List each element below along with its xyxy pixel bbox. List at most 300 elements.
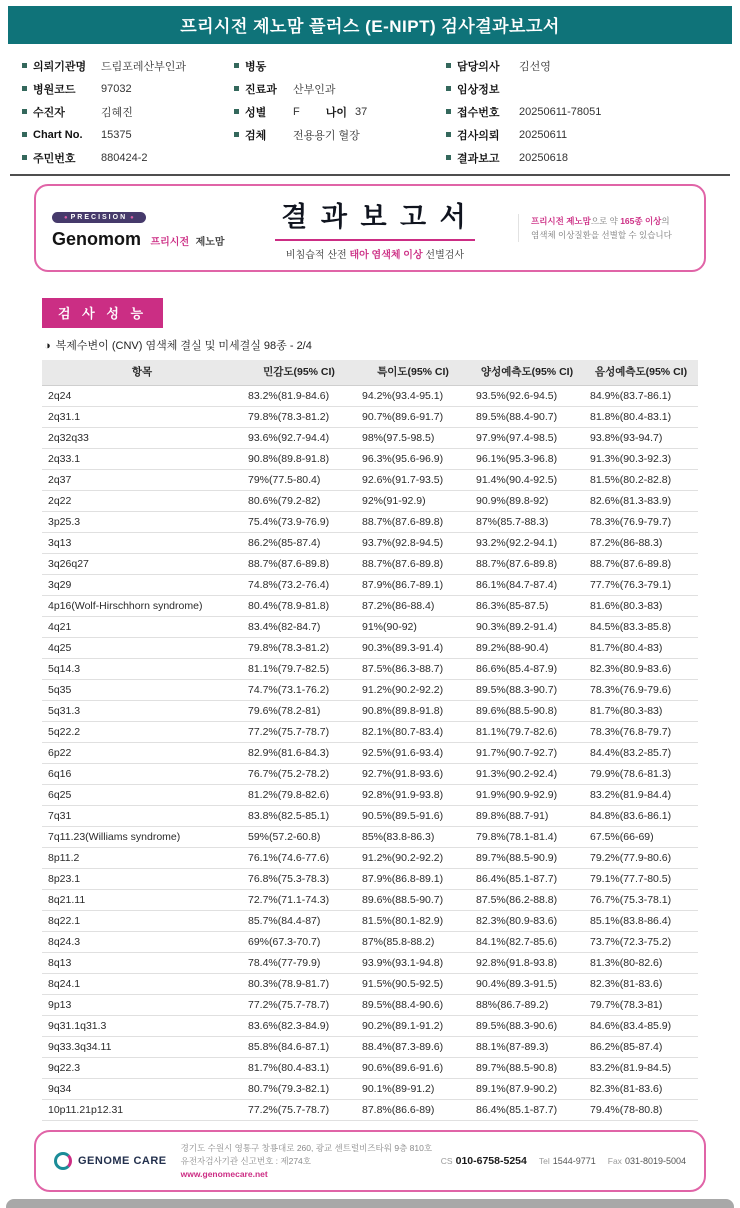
info-column-middle: [234, 54, 446, 169]
metric-cell: 91%(90-92): [356, 617, 470, 638]
metric-cell: 79%(77.5-80.4): [242, 470, 356, 491]
metric-cell: 90.2%(89.1-91.2): [356, 1016, 470, 1037]
metric-cell: 98%(97.5-98.5): [356, 428, 470, 449]
metric-cell: 72.7%(71.1-74.3): [242, 890, 356, 911]
metric-cell: 90.4%(89.3-91.5): [470, 974, 584, 995]
item-name-cell: 2q22: [42, 491, 242, 512]
metric-cell: 83.8%(82.5-85.1): [242, 806, 356, 827]
square-bullet-icon: [234, 63, 239, 68]
metric-cell: 86.2%(85-87.4): [584, 1037, 698, 1058]
square-bullet-icon: [234, 86, 239, 91]
metric-cell: 96.1%(95.3-96.8): [470, 449, 584, 470]
item-name-cell: 5q22.2: [42, 722, 242, 743]
metric-cell: 87.2%(86-88.4): [356, 596, 470, 617]
field-value: 97032: [101, 82, 132, 95]
metric-cell: 86.4%(85.1-87.7): [470, 1100, 584, 1121]
metric-cell: 87%(85.7-88.3): [470, 512, 584, 533]
item-name-cell: 4q25: [42, 638, 242, 659]
metric-cell: 83.4%(82-84.7): [242, 617, 356, 638]
metric-cell: 88.7%(87.6-89.8): [356, 512, 470, 533]
item-name-cell: 8q13: [42, 953, 242, 974]
metric-cell: 88%(86.7-89.2): [470, 995, 584, 1016]
metric-cell: 74.8%(73.2-76.4): [242, 575, 356, 596]
metric-cell: 83.6%(82.3-84.9): [242, 1016, 356, 1037]
item-name-cell: 8q24.1: [42, 974, 242, 995]
metric-cell: 92.5%(91.6-93.4): [356, 743, 470, 764]
note-text: 의: [661, 215, 670, 226]
field-label: 병원코드: [33, 83, 76, 96]
info-column-right: [446, 54, 718, 169]
metric-cell: 84.4%(83.2-85.7): [584, 743, 698, 764]
column-header: 특이도(95% CI): [356, 360, 470, 386]
table-row: [42, 995, 698, 1016]
metric-cell: 91.5%(90.5-92.5): [356, 974, 470, 995]
table-row: [42, 575, 698, 596]
metric-cell: 77.2%(75.7-78.7): [242, 1100, 356, 1121]
item-name-cell: 2q37: [42, 470, 242, 491]
field-label: 담당의사: [457, 60, 500, 73]
table-row: [42, 680, 698, 701]
table-row: [42, 764, 698, 785]
metric-cell: 90.3%(89.2-91.4): [470, 617, 584, 638]
field-value: 20250611: [519, 128, 568, 141]
metric-cell: 80.7%(79.3-82.1): [242, 1079, 356, 1100]
item-name-cell: 6q16: [42, 764, 242, 785]
field-patient-name: [22, 100, 234, 123]
metric-cell: 90.8%(89.8-91.8): [242, 449, 356, 470]
field-label: 결과보고: [457, 152, 500, 165]
metric-cell: 86.4%(85.1-87.7): [470, 869, 584, 890]
metric-cell: 79.4%(78-80.8): [584, 1100, 698, 1121]
contact-tel: [539, 1156, 596, 1166]
screening-note: [518, 214, 688, 242]
metric-cell: 81.2%(79.8-82.6): [242, 785, 356, 806]
metric-cell: 79.8%(78.3-81.2): [242, 407, 356, 428]
metric-cell: 87.9%(86.8-89.1): [356, 869, 470, 890]
item-name-cell: 9p13: [42, 995, 242, 1016]
contact-value: 1544-9771: [552, 1156, 596, 1167]
item-name-cell: 9q31.1q31.3: [42, 1016, 242, 1037]
field-label: 주민번호: [33, 152, 76, 165]
metric-cell: 89.6%(88.5-90.8): [470, 701, 584, 722]
table-row: [42, 617, 698, 638]
item-name-cell: 2q31.1: [42, 407, 242, 428]
metric-cell: 91.3%(90.2-92.4): [470, 764, 584, 785]
square-bullet-icon: [446, 86, 451, 91]
metric-cell: 82.6%(81.3-83.9): [584, 491, 698, 512]
metric-cell: 89.7%(88.5-90.9): [470, 848, 584, 869]
metric-cell: 87.5%(86.2-88.8): [470, 890, 584, 911]
metric-cell: 76.7%(75.3-78.1): [584, 890, 698, 911]
item-name-cell: 4q21: [42, 617, 242, 638]
genomecare-logo: [54, 1152, 167, 1170]
metric-cell: 87%(85.8-88.2): [356, 932, 470, 953]
metric-cell: 91.3%(90.3-92.3): [584, 449, 698, 470]
item-name-cell: 5q14.3: [42, 659, 242, 680]
metric-cell: 74.7%(73.1-76.2): [242, 680, 356, 701]
field-label: 검체: [245, 129, 267, 142]
metric-cell: 81.7%(80.4-83.1): [242, 1058, 356, 1079]
metric-cell: 87.8%(86.6-89): [356, 1100, 470, 1121]
field-requesting-institution: [22, 54, 234, 77]
table-row: [42, 1079, 698, 1100]
table-row: [42, 638, 698, 659]
metric-cell: 81.1%(79.7-82.6): [470, 722, 584, 743]
section-header-row: [42, 298, 698, 328]
metric-cell: 81.7%(80.3-83): [584, 701, 698, 722]
item-name-cell: 9q34: [42, 1079, 242, 1100]
metric-cell: 81.1%(79.7-82.5): [242, 659, 356, 680]
next-page-edge: [6, 1199, 734, 1208]
field-value: F: [293, 105, 300, 118]
item-name-cell: 8q24.3: [42, 932, 242, 953]
metric-cell: 81.3%(80-82.6): [584, 953, 698, 974]
metric-cell: 83.2%(81.9-84.4): [584, 785, 698, 806]
table-row: [42, 596, 698, 617]
item-name-cell: 10p11.21p12.31: [42, 1100, 242, 1121]
metric-cell: 90.6%(89.6-91.6): [356, 1058, 470, 1079]
metric-cell: 84.1%(82.7-85.6): [470, 932, 584, 953]
field-test-request-date: [446, 123, 718, 146]
table-row: [42, 533, 698, 554]
metric-cell: 91.2%(90.2-92.2): [356, 848, 470, 869]
metric-cell: 89.5%(88.4-90.7): [470, 407, 584, 428]
field-label: 병동: [245, 60, 267, 73]
table-row: [42, 512, 698, 533]
field-specimen: [234, 123, 446, 146]
brand-line: [52, 229, 232, 250]
subtitle-text: 선별검사: [422, 250, 465, 261]
table-row: [42, 407, 698, 428]
brand-name: Genomom: [52, 229, 142, 249]
metric-cell: 81.5%(80.2-82.8): [584, 470, 698, 491]
metric-cell: 89.5%(88.3-90.7): [470, 680, 584, 701]
metric-cell: 67.5%(66-69): [584, 827, 698, 848]
metric-cell: 85.8%(84.6-87.1): [242, 1037, 356, 1058]
square-bullet-icon: [234, 132, 239, 137]
brand-name-kr-precision: 프리시전: [150, 237, 190, 248]
field-label: Chart No.: [33, 128, 83, 141]
table-row: [42, 1100, 698, 1121]
metric-cell: 92.8%(91.8-93.8): [470, 953, 584, 974]
metric-cell: 80.3%(78.9-81.7): [242, 974, 356, 995]
metric-cell: 76.7%(75.2-78.2): [242, 764, 356, 785]
note-text: 으로 약: [590, 215, 621, 226]
square-bullet-icon: [446, 109, 451, 114]
note-text: 염색체 이상질환을 선별할 수 있습니다: [531, 230, 672, 240]
field-value: 김혜진: [101, 106, 133, 119]
report-banner-title: 프리시전 제노맘 플러스 (E-NIPT) 검사결과보고서: [8, 6, 732, 44]
metric-cell: 85.7%(84.4-87): [242, 911, 356, 932]
item-name-cell: 6p22: [42, 743, 242, 764]
metric-cell: 82.3%(80.9-83.6): [470, 911, 584, 932]
table-row: [42, 491, 698, 512]
item-name-cell: 3q26q27: [42, 554, 242, 575]
table-header-row: [42, 360, 698, 386]
column-header: 민감도(95% CI): [242, 360, 356, 386]
item-name-cell: 8p11.2: [42, 848, 242, 869]
precision-badge: ● PRECISION ●: [52, 212, 146, 223]
metric-cell: 79.6%(78.2-81): [242, 701, 356, 722]
metric-cell: 88.7%(87.6-89.8): [584, 554, 698, 575]
square-bullet-icon: [22, 132, 27, 137]
metric-cell: 77.2%(75.7-78.7): [242, 995, 356, 1016]
metric-cell: 87.9%(86.7-89.1): [356, 575, 470, 596]
metric-cell: 79.9%(78.6-81.3): [584, 764, 698, 785]
field-receipt-no: [446, 100, 718, 123]
item-name-cell: 3q29: [42, 575, 242, 596]
subtitle-text: 비침습적 산전: [285, 250, 350, 261]
patient-info-section: [10, 46, 730, 176]
column-header: 양성예측도(95% CI): [470, 360, 584, 386]
item-name-cell: 9q33.3q34.11: [42, 1037, 242, 1058]
website-link[interactable]: www.genomecare.net: [180, 1168, 268, 1179]
contact-label: Tel: [538, 1156, 550, 1167]
metric-cell: 76.1%(74.6-77.6): [242, 848, 356, 869]
square-bullet-icon: [22, 63, 27, 68]
subtitle-highlight: 태아 염색체 이상: [349, 250, 423, 261]
field-label: 임상정보: [457, 83, 500, 96]
metric-cell: 80.4%(78.9-81.8): [242, 596, 356, 617]
metric-cell: 93.9%(93.1-94.8): [356, 953, 470, 974]
address-line: 경기도 수원시 영통구 창룡대로 260, 광교 센트럴비즈타워 9층 810호: [180, 1143, 433, 1153]
metric-cell: 87.2%(86-88.3): [584, 533, 698, 554]
caption-text: 복제수변이 (CNV) 염색체 결실 및 미세결실 98종 - 2/4: [55, 340, 312, 352]
field-label: 의뢰기관명: [33, 60, 87, 73]
footer-contacts: [441, 1155, 686, 1167]
metric-cell: 77.2%(75.7-78.7): [242, 722, 356, 743]
metric-cell: 89.7%(88.5-90.8): [470, 1058, 584, 1079]
metric-cell: 86.2%(85-87.4): [242, 533, 356, 554]
table-row: [42, 701, 698, 722]
metric-cell: 84.5%(83.3-85.8): [584, 617, 698, 638]
item-name-cell: 6q25: [42, 785, 242, 806]
genomecare-logo-text: GENOME CARE: [78, 1155, 167, 1168]
metric-cell: 81.7%(80.4-83): [584, 638, 698, 659]
footer-address: [181, 1142, 441, 1180]
license-line: 유전자검사기관 신고번호 : 제274호: [180, 1155, 311, 1166]
field-value: 880424-2: [101, 151, 148, 164]
square-bullet-icon: [446, 155, 451, 160]
metric-cell: 89.6%(88.5-90.7): [356, 890, 470, 911]
field-value: 드림포레산부인과: [101, 60, 187, 73]
metric-cell: 89.5%(88.4-90.6): [356, 995, 470, 1016]
column-header: 항목: [42, 360, 242, 386]
field-value: 김선영: [519, 60, 551, 73]
metric-cell: 97.9%(97.4-98.5): [470, 428, 584, 449]
table-row: [42, 659, 698, 680]
field-ward: [234, 54, 446, 77]
metric-cell: 59%(57.2-60.8): [242, 827, 356, 848]
item-name-cell: 5q31.3: [42, 701, 242, 722]
report-title: 결 과 보 고 서: [275, 195, 474, 241]
item-name-cell: 3p25.3: [42, 512, 242, 533]
metric-cell: 93.2%(92.2-94.1): [470, 533, 584, 554]
metric-cell: 82.3%(81-83.6): [584, 1079, 698, 1100]
square-bullet-icon: [446, 63, 451, 68]
table-row: [42, 1037, 698, 1058]
metric-cell: 88.7%(87.6-89.8): [242, 554, 356, 575]
metric-cell: 92.6%(91.7-93.5): [356, 470, 470, 491]
table-row: [42, 428, 698, 449]
result-report-header-box: [34, 184, 706, 272]
metric-cell: 79.7%(78.3-81): [584, 995, 698, 1016]
metric-cell: 82.3%(80.9-83.6): [584, 659, 698, 680]
metric-cell: 78.4%(77-79.9): [242, 953, 356, 974]
field-hospital-code: [22, 77, 234, 100]
table-caption: [44, 337, 696, 353]
metric-cell: 90.7%(89.6-91.7): [356, 407, 470, 428]
note-highlight: 프리시전 제노맘: [531, 215, 591, 226]
metric-cell: 69%(67.3-70.7): [242, 932, 356, 953]
item-name-cell: 2q33.1: [42, 449, 242, 470]
table-row: [42, 386, 698, 407]
metric-cell: 85.1%(83.8-86.4): [584, 911, 698, 932]
table-row: [42, 743, 698, 764]
contact-fax: [608, 1156, 686, 1166]
table-row: [42, 953, 698, 974]
field-value: 전용용기 혈장: [293, 129, 360, 142]
metric-cell: 81.6%(80.3-83): [584, 596, 698, 617]
item-name-cell: 7q11.23(Williams syndrome): [42, 827, 242, 848]
item-name-cell: 8q21.11: [42, 890, 242, 911]
genomom-logo: [52, 206, 232, 250]
metric-cell: 79.1%(77.7-80.5): [584, 869, 698, 890]
table-body: [42, 386, 698, 1121]
metric-cell: 82.3%(81-83.6): [584, 974, 698, 995]
metric-cell: 86.1%(84.7-87.4): [470, 575, 584, 596]
contact-value: 031-8019-5004: [624, 1156, 686, 1167]
metric-cell: 93.6%(92.7-94.4): [242, 428, 356, 449]
metric-cell: 84.9%(83.7-86.1): [584, 386, 698, 407]
contact-value: 010-6758-5254: [455, 1155, 527, 1168]
metric-cell: 79.8%(78.1-81.4): [470, 827, 584, 848]
metric-cell: 88.7%(87.6-89.8): [356, 554, 470, 575]
metric-cell: 83.2%(81.9-84.6): [242, 386, 356, 407]
metric-cell: 78.3%(76.9-79.6): [584, 680, 698, 701]
field-chart-no: [22, 123, 234, 146]
table-row: [42, 785, 698, 806]
table-row: [42, 911, 698, 932]
metric-cell: 78.3%(76.8-79.7): [584, 722, 698, 743]
metric-cell: 87.5%(86.3-88.7): [356, 659, 470, 680]
metric-cell: 86.6%(85.4-87.9): [470, 659, 584, 680]
genomecare-logo-icon: [54, 1152, 72, 1170]
item-name-cell: 7q31: [42, 806, 242, 827]
metric-cell: 88.1%(87-89.3): [470, 1037, 584, 1058]
table-row: [42, 827, 698, 848]
table-row: [42, 554, 698, 575]
cnv-performance-table: [42, 360, 698, 1121]
field-value: 20250618: [519, 151, 568, 164]
field-department: [234, 77, 446, 100]
metric-cell: 90.8%(89.8-91.8): [356, 701, 470, 722]
table-row: [42, 470, 698, 491]
brand-name-kr-genomom: 제노맘: [195, 237, 225, 248]
metric-cell: 93.5%(92.6-94.5): [470, 386, 584, 407]
metric-cell: 79.2%(77.9-80.6): [584, 848, 698, 869]
table-row: [42, 869, 698, 890]
metric-cell: 90.9%(89.8-92): [470, 491, 584, 512]
metric-cell: 96.3%(95.6-96.9): [356, 449, 470, 470]
report-subtitle: [232, 246, 518, 261]
field-doctor: [446, 54, 718, 77]
note-highlight: 165종 이상: [620, 215, 662, 226]
metric-cell: 82.9%(81.6-84.3): [242, 743, 356, 764]
item-name-cell: 4p16(Wolf-Hirschhorn syndrome): [42, 596, 242, 617]
field-value: 37: [355, 105, 368, 118]
table-row: [42, 1058, 698, 1079]
metric-cell: 78.3%(76.9-79.7): [584, 512, 698, 533]
item-name-cell: 5q35: [42, 680, 242, 701]
metric-cell: 73.7%(72.3-75.2): [584, 932, 698, 953]
metric-cell: 86.3%(85-87.5): [470, 596, 584, 617]
table-row: [42, 722, 698, 743]
metric-cell: 76.8%(75.3-78.3): [242, 869, 356, 890]
field-sex-age: [234, 100, 446, 123]
field-label: 성별: [245, 106, 267, 119]
table-row: [42, 890, 698, 911]
field-result-report-date: [446, 146, 718, 169]
table-row: [42, 848, 698, 869]
field-label: 수진자: [33, 106, 65, 119]
metric-cell: 84.8%(83.6-86.1): [584, 806, 698, 827]
metric-cell: 94.2%(93.4-95.1): [356, 386, 470, 407]
metric-cell: 80.6%(79.2-82): [242, 491, 356, 512]
info-column-left: [22, 54, 234, 169]
square-bullet-icon: [22, 86, 27, 91]
metric-cell: 92.8%(91.9-93.8): [356, 785, 470, 806]
field-label: 나이: [325, 106, 347, 119]
square-bullet-icon: [22, 109, 27, 114]
metric-cell: 81.5%(80.1-82.9): [356, 911, 470, 932]
field-value: 산부인과: [293, 83, 336, 96]
metric-cell: 89.2%(88-90.4): [470, 638, 584, 659]
section-label-test-performance: 검 사 성 능: [42, 298, 163, 328]
metric-cell: 92%(91-92.9): [356, 491, 470, 512]
table-row: [42, 932, 698, 953]
metric-cell: 90.3%(89.3-91.4): [356, 638, 470, 659]
field-resident-id: [22, 146, 234, 169]
metric-cell: 91.9%(90.9-92.9): [470, 785, 584, 806]
item-name-cell: 3q13: [42, 533, 242, 554]
contact-label: Fax: [607, 1156, 622, 1167]
metric-cell: 93.8%(93-94.7): [584, 428, 698, 449]
item-name-cell: 2q24: [42, 386, 242, 407]
metric-cell: 88.7%(87.6-89.8): [470, 554, 584, 575]
item-name-cell: 8q22.1: [42, 911, 242, 932]
table-row: [42, 449, 698, 470]
report-title-block: [232, 195, 518, 261]
contact-cs: [441, 1155, 527, 1167]
item-name-cell: 9q22.3: [42, 1058, 242, 1079]
footer-box: [34, 1130, 706, 1192]
square-bullet-icon: [234, 109, 239, 114]
metric-cell: 91.4%(90.4-92.5): [470, 470, 584, 491]
metric-cell: 79.8%(78.3-81.2): [242, 638, 356, 659]
metric-cell: 75.4%(73.9-76.9): [242, 512, 356, 533]
table-row: [42, 974, 698, 995]
metric-cell: 89.5%(88.3-90.6): [470, 1016, 584, 1037]
metric-cell: 90.1%(89-91.2): [356, 1079, 470, 1100]
field-value: 15375: [101, 128, 132, 141]
metric-cell: 91.2%(90.2-92.2): [356, 680, 470, 701]
metric-cell: 89.1%(87.9-90.2): [470, 1079, 584, 1100]
metric-cell: 91.7%(90.7-92.7): [470, 743, 584, 764]
metric-cell: 89.8%(88.7-91): [470, 806, 584, 827]
field-label: 진료과: [245, 83, 277, 96]
field-label: 접수번호: [457, 106, 500, 119]
